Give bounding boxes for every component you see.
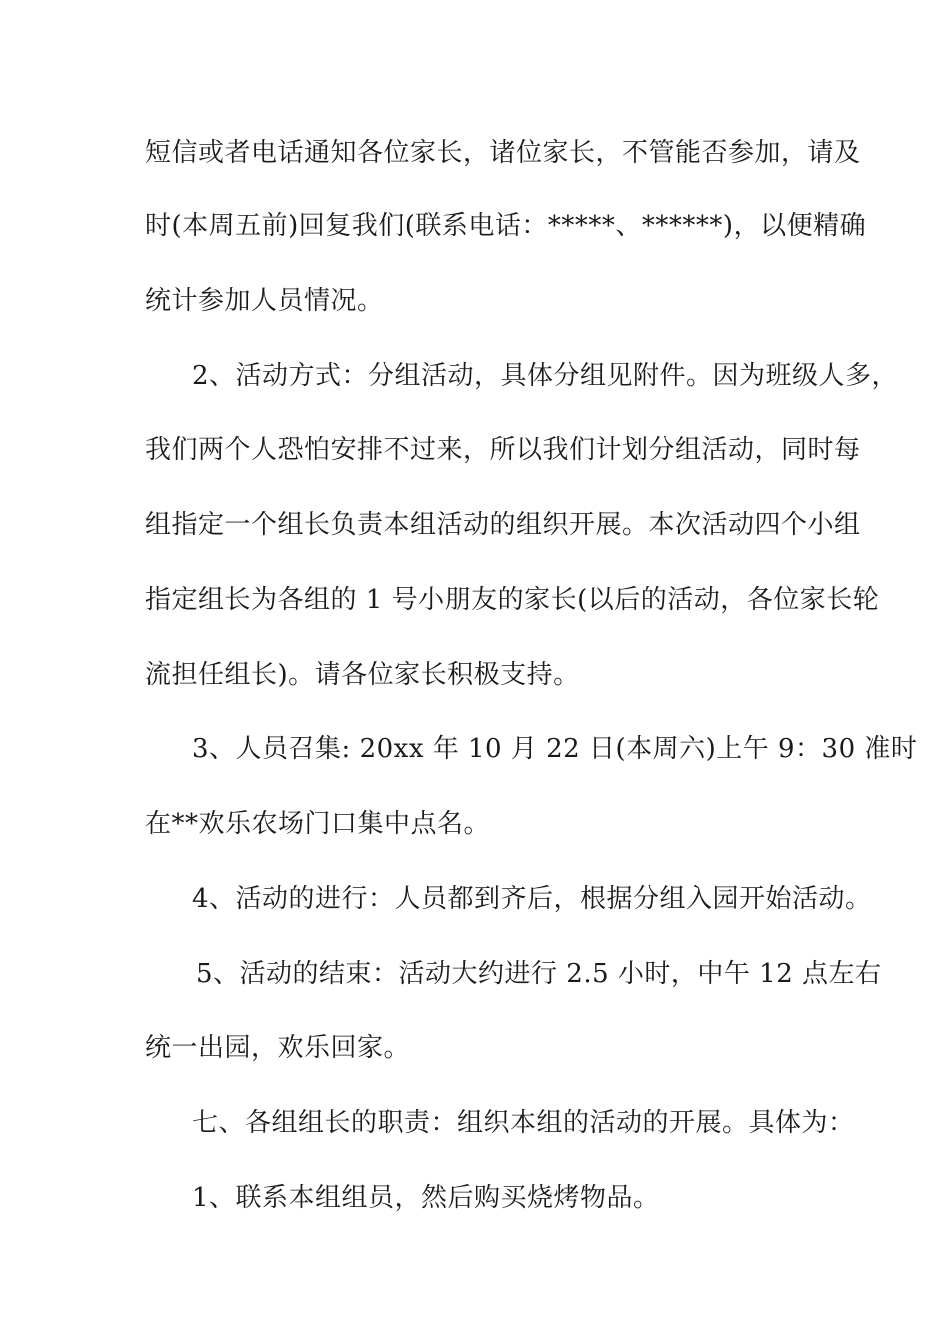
paragraph-line: 我们两个人恐怕安排不过来，所以我们计划分组活动，同时每 bbox=[145, 435, 861, 465]
paragraph-line: 时(本周五前)回复我们(联系电话：*****、******)，以便精确 bbox=[145, 211, 867, 241]
paragraph-line: 统一出园，欢乐回家。 bbox=[145, 1033, 411, 1063]
paragraph-line: 4、活动的进行：人员都到齐后，根据分组入园开始活动。 bbox=[192, 884, 872, 914]
paragraph-line: 1、联系本组组员，然后购买烧烤物品。 bbox=[192, 1183, 660, 1213]
paragraph-line: 七、各组组长的职责：组织本组的活动的开展。具体为： bbox=[192, 1108, 855, 1138]
paragraph-line: 5、活动的结束：活动大约进行 2.5 小时，中午 12 点左右 bbox=[196, 959, 882, 989]
paragraph-line: 2、活动方式：分组活动，具体分组见附件。因为班级人多， bbox=[192, 361, 899, 391]
paragraph-line: 指定组长为各组的 1 号小朋友的家长(以后的活动，各位家长轮 bbox=[145, 585, 880, 615]
paragraph-line: 组指定一个组长负责本组活动的组织开展。本次活动四个小组 bbox=[145, 510, 861, 540]
paragraph-line: 短信或者电话通知各位家长，诸位家长，不管能否参加，请及 bbox=[145, 138, 861, 168]
paragraph-line: 统计参加人员情况。 bbox=[145, 286, 384, 316]
paragraph-line: 流担任组长)。请各位家长积极支持。 bbox=[145, 660, 580, 690]
paragraph-line: 在**欢乐农场门口集中点名。 bbox=[145, 809, 491, 839]
paragraph-line: 3、人员召集: 20xx 年 10 月 22 日(本周六)上午 9：30 准时 bbox=[192, 734, 918, 764]
